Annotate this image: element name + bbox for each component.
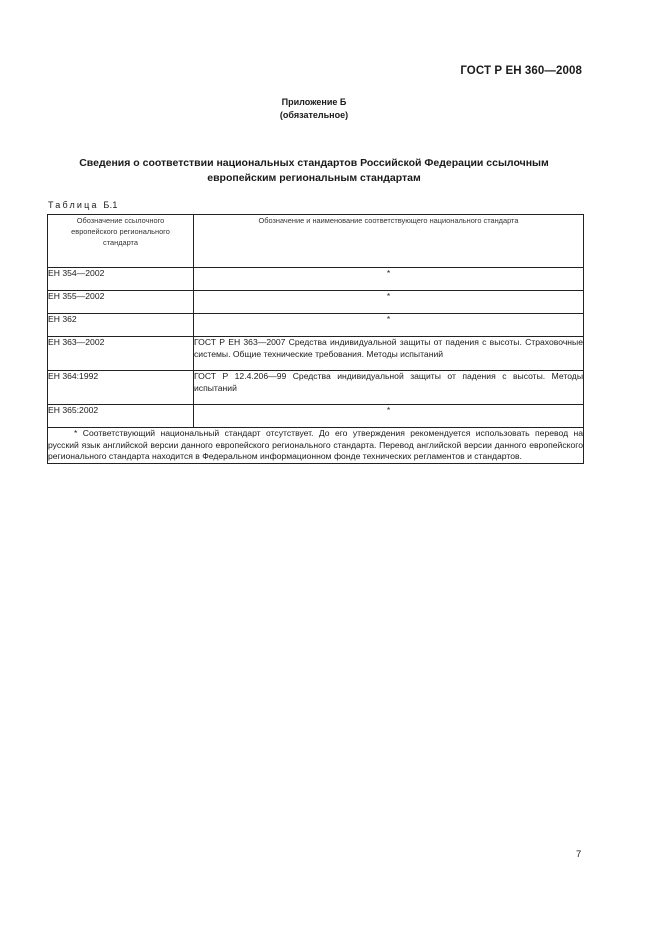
correspondence-table <box>47 214 584 464</box>
header-european-standard <box>48 215 194 268</box>
national-standard-title: * <box>194 291 584 314</box>
table-row <box>48 337 584 371</box>
table-footnote-row <box>48 428 584 464</box>
european-standard-code: ЕН 354—2002 <box>48 268 194 291</box>
document-number: ГОСТ Р ЕН 360—2008 <box>460 65 582 77</box>
european-standard-code: ЕН 364:1992 <box>48 371 194 405</box>
section-title-line1: Сведения о соответствии национальных стандартов Российской Федерации ссылочным <box>79 157 549 169</box>
national-standard-title: ГОСТ Р 12.4.206—99 Средства индивидуальной защиты от падения с высоты. Методы испытаний <box>194 371 584 405</box>
table-caption <box>48 200 118 210</box>
table-row <box>48 314 584 337</box>
header-national-standard <box>194 215 584 268</box>
annex-title: Приложение Б <box>281 97 347 107</box>
table-row <box>48 268 584 291</box>
national-standard-title: ГОСТ Р ЕН 363—2007 Средства индивидуальной защиты от падения с высоты. Страховочные системы. Общие технические требования. Методы испытаний <box>194 337 584 371</box>
table-row <box>48 405 584 428</box>
header-european-standard-label: Обозначение ссылочного европейского регионального стандарта <box>71 216 170 247</box>
footnote-text: Соответствующий национальный стандарт отсутствует. До его утверждения рекомендуется использовать перевод на русский язык английской версии данного европейского регионального стандарта. Перевод английской версии данного европейского регионального стандарта находится в Федеральном информационном фонде технических регламентов и стандартов. <box>48 428 583 462</box>
table-row <box>48 371 584 405</box>
national-standard-title: * <box>194 268 584 291</box>
european-standard-code: ЕН 355—2002 <box>48 291 194 314</box>
annex-status: (обязательное) <box>279 110 349 120</box>
european-standard-code: ЕН 362 <box>48 314 194 337</box>
table-caption-number: Б.1 <box>103 200 118 210</box>
section-title <box>40 156 588 186</box>
european-standard-code: ЕН 365:2002 <box>48 405 194 428</box>
table-header-row <box>48 215 584 268</box>
footnote-mark: * <box>74 428 78 438</box>
table-caption-label: Таблица <box>48 200 99 210</box>
european-standard-code: ЕН 363—2002 <box>48 337 194 371</box>
table-row <box>48 291 584 314</box>
page-number: 7 <box>576 849 582 860</box>
header-national-standard-label: Обозначение и наименование соответствующего национального стандарта <box>258 216 519 225</box>
national-standard-title: * <box>194 405 584 428</box>
annex-heading <box>0 96 628 122</box>
national-standard-title: * <box>194 314 584 337</box>
section-title-line2: европейским региональным стандартам <box>207 172 421 184</box>
table-footnote <box>48 428 584 464</box>
